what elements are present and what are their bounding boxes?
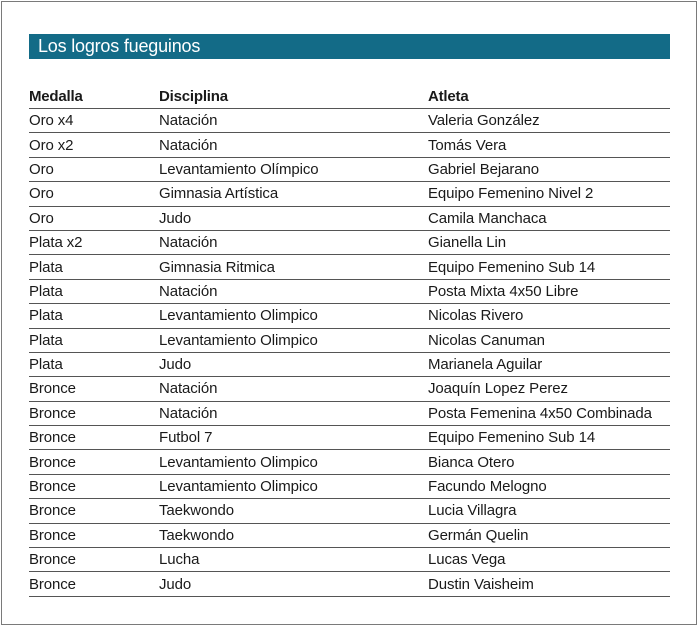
medals-table bbox=[29, 84, 670, 597]
atleta-cell: Equipo Femenino Nivel 2 bbox=[428, 182, 670, 206]
disciplina-cell: Levantamiento Olimpico bbox=[159, 474, 428, 498]
atleta-cell: Marianela Aguilar bbox=[428, 352, 670, 376]
atleta-cell: Posta Femenina 4x50 Combinada bbox=[428, 401, 670, 425]
disciplina-cell: Futbol 7 bbox=[159, 426, 428, 450]
atleta-cell: Nicolas Rivero bbox=[428, 304, 670, 328]
disciplina-cell: Levantamiento Olímpico bbox=[159, 157, 428, 181]
medalla-cell: Oro x2 bbox=[29, 133, 159, 157]
disciplina-cell: Gimnasia Ritmica bbox=[159, 255, 428, 279]
atleta-cell: Germán Quelin bbox=[428, 523, 670, 547]
medalla-cell: Oro bbox=[29, 182, 159, 206]
disciplina-cell: Gimnasia Artística bbox=[159, 182, 428, 206]
table-row bbox=[29, 279, 670, 303]
table-row bbox=[29, 523, 670, 547]
atleta-cell: Lucia Villagra bbox=[428, 499, 670, 523]
disciplina-cell: Lucha bbox=[159, 548, 428, 572]
disciplina-cell: Natación bbox=[159, 133, 428, 157]
atleta-cell: Dustin Vaisheim bbox=[428, 572, 670, 596]
table-row bbox=[29, 328, 670, 352]
table-row bbox=[29, 133, 670, 157]
table-row bbox=[29, 548, 670, 572]
medalla-cell: Bronce bbox=[29, 499, 159, 523]
medalla-cell: Bronce bbox=[29, 523, 159, 547]
atleta-cell: Valeria González bbox=[428, 109, 670, 133]
atleta-cell: Facundo Melogno bbox=[428, 474, 670, 498]
table-row bbox=[29, 304, 670, 328]
atleta-cell: Equipo Femenino Sub 14 bbox=[428, 255, 670, 279]
disciplina-cell: Levantamiento Olimpico bbox=[159, 450, 428, 474]
header-row bbox=[29, 84, 670, 109]
atleta-cell: Camila Manchaca bbox=[428, 206, 670, 230]
table-row bbox=[29, 206, 670, 230]
medalla-cell: Plata bbox=[29, 255, 159, 279]
medalla-cell: Oro bbox=[29, 206, 159, 230]
medalla-cell: Bronce bbox=[29, 572, 159, 596]
medalla-cell: Plata bbox=[29, 304, 159, 328]
medalla-cell: Bronce bbox=[29, 474, 159, 498]
table-row bbox=[29, 474, 670, 498]
medalla-cell: Oro bbox=[29, 157, 159, 181]
table-row bbox=[29, 255, 670, 279]
disciplina-cell: Natación bbox=[159, 109, 428, 133]
table-row bbox=[29, 230, 670, 254]
table-title: Los logros fueguinos bbox=[29, 34, 670, 59]
table-row bbox=[29, 426, 670, 450]
atleta-cell: Gabriel Bejarano bbox=[428, 157, 670, 181]
medalla-cell: Plata bbox=[29, 328, 159, 352]
medalla-cell: Plata bbox=[29, 352, 159, 376]
disciplina-cell: Judo bbox=[159, 352, 428, 376]
medalla-cell: Bronce bbox=[29, 450, 159, 474]
atleta-cell: Joaquín Lopez Perez bbox=[428, 377, 670, 401]
disciplina-cell: Taekwondo bbox=[159, 523, 428, 547]
table-row bbox=[29, 109, 670, 133]
table-row bbox=[29, 450, 670, 474]
medalla-cell: Bronce bbox=[29, 401, 159, 425]
atleta-cell: Gianella Lin bbox=[428, 230, 670, 254]
disciplina-cell: Natación bbox=[159, 230, 428, 254]
medalla-cell: Bronce bbox=[29, 377, 159, 401]
table-row bbox=[29, 572, 670, 596]
table-row bbox=[29, 352, 670, 376]
medalla-cell: Bronce bbox=[29, 426, 159, 450]
atleta-cell: Nicolas Canuman bbox=[428, 328, 670, 352]
medalla-cell: Bronce bbox=[29, 548, 159, 572]
medalla-cell: Oro x4 bbox=[29, 109, 159, 133]
disciplina-cell: Judo bbox=[159, 206, 428, 230]
atleta-cell: Equipo Femenino Sub 14 bbox=[428, 426, 670, 450]
header-medalla: Medalla bbox=[29, 84, 159, 109]
disciplina-cell: Judo bbox=[159, 572, 428, 596]
table-row bbox=[29, 157, 670, 181]
disciplina-cell: Natación bbox=[159, 279, 428, 303]
header-disciplina: Disciplina bbox=[159, 84, 428, 109]
medalla-cell: Plata x2 bbox=[29, 230, 159, 254]
table-row bbox=[29, 182, 670, 206]
disciplina-cell: Levantamiento Olimpico bbox=[159, 328, 428, 352]
table-row bbox=[29, 499, 670, 523]
atleta-cell: Posta Mixta 4x50 Libre bbox=[428, 279, 670, 303]
header-atleta: Atleta bbox=[428, 84, 670, 109]
atleta-cell: Lucas Vega bbox=[428, 548, 670, 572]
medalla-cell: Plata bbox=[29, 279, 159, 303]
disciplina-cell: Taekwondo bbox=[159, 499, 428, 523]
atleta-cell: Tomás Vera bbox=[428, 133, 670, 157]
table-body bbox=[29, 109, 670, 597]
disciplina-cell: Levantamiento Olimpico bbox=[159, 304, 428, 328]
disciplina-cell: Natación bbox=[159, 377, 428, 401]
table-row bbox=[29, 401, 670, 425]
atleta-cell: Bianca Otero bbox=[428, 450, 670, 474]
disciplina-cell: Natación bbox=[159, 401, 428, 425]
table-row bbox=[29, 377, 670, 401]
